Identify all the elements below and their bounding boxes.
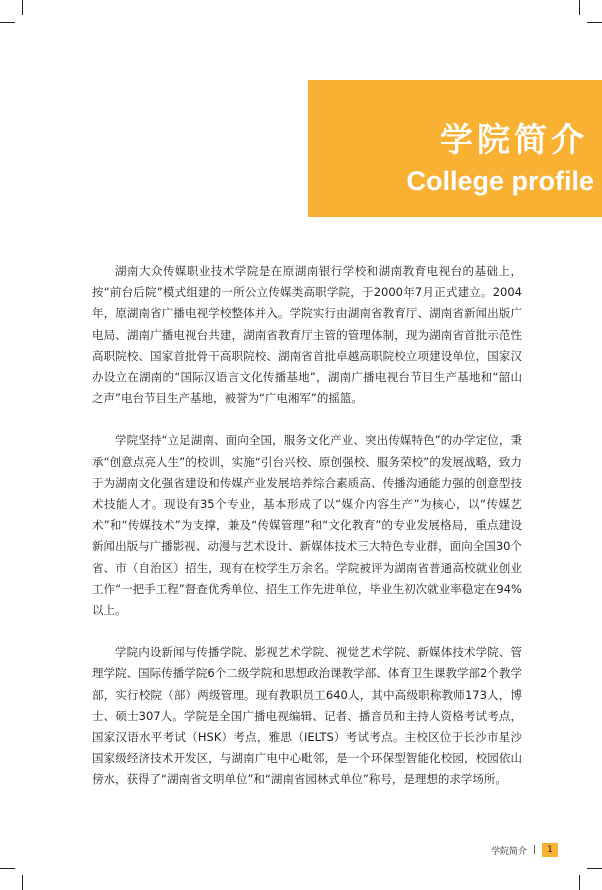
- paragraph-structure: 学院内设新闻与传播学院、影视艺术学院、视觉艺术学院、新媒体技术学院、管理学院、国际传播学院6个二级学院和思想政治课教学部、体育卫生课教学部2个教学部，实行校院（部）两级管理。现有教职员工640人，其中高级职称教师173人，博士、硕士307人。学院是全国广播电视编辑、记者、播音员和主持人资格考试考点，国家汉语水平考试（HSK）考点，雅思（IELTS）考试考点。主校区位于长沙市星沙国家级经济技术开发区，与湖南广电中心毗邻，是一个环保型智能化校园，校园依山傍水，获得了“湖南省文明单位”和“湖南省园林式单位”称号，是理想的求学场所。: [92, 645, 522, 787]
- crop-mark-bottom-right-h: [587, 868, 602, 869]
- page-footer: [491, 842, 558, 858]
- footer-section-label: 学院简介: [490, 846, 527, 857]
- crop-mark-top-left-h: [0, 22, 15, 23]
- page-title-english: College profile: [406, 166, 594, 196]
- title-banner: [308, 80, 602, 217]
- paragraph-mission: 学院坚持“立足湖南、面向全国，服务文化产业、突出传媒特色”的办学定位，秉承“创意点亮人生”的校训，实施“引台兴校、原创强校、服务荣校”的发展战略，致力于为湖南文化强省建设和传媒产业发展培养综合素质高、传播沟通能力强的创意型技术技能人才。现设有35个专业，基本形成了以“媒介内容生产”为核心，以“传媒艺术”和“传媒技术”为支撑，兼及“传媒管理”和“文化教育”的专业发展格局，重点建设新闻出版与广播影视、动漫与艺术设计、新媒体技术三大特色专业群，面向全国30个省、市（自治区）招生，现有在校学生万余名。学院被评为湖南省普通高校就业创业工作“一把手工程”督查优秀单位、招生工作先进单位，毕业生初次就业率稳定在94%以上。: [92, 433, 522, 618]
- crop-mark-top-left-v: [22, 0, 23, 15]
- paragraph-history: 湖南大众传媒职业技术学院是在原湖南银行学校和湖南教育电视台的基础上，按“前台后院”模式组建的一所公立传媒类高职学院，于2000年7月正式建立。2004年，原湖南省广播电视学校整体并入。学院实行由湖南省教育厅、湖南省新闻出版广电局、湖南广播电视台共建，湖南省教育厅主管的管理体制，现为湖南省首批示范性高职院校、国家首批骨干高职院校、湖南省首批卓越高职院校立项建设单位，国家汉办设立在湖南的“国际汉语言文化传播基地”，湖南广播电视台节目生产基地和“韶山之声”电台节目生产基地，被誉为“广电湘军”的摇篮。: [92, 264, 522, 406]
- body-text: [92, 261, 522, 812]
- crop-mark-top-right-h: [587, 22, 602, 23]
- crop-mark-bottom-right-v: [579, 875, 580, 890]
- crop-mark-top-right-v: [579, 0, 580, 15]
- crop-mark-bottom-left-v: [22, 875, 23, 890]
- page-number: 1: [542, 843, 558, 857]
- crop-mark-bottom-left-h: [0, 868, 15, 869]
- footer-separator: |: [532, 845, 536, 855]
- page-title-chinese: 学院简介: [440, 120, 588, 159]
